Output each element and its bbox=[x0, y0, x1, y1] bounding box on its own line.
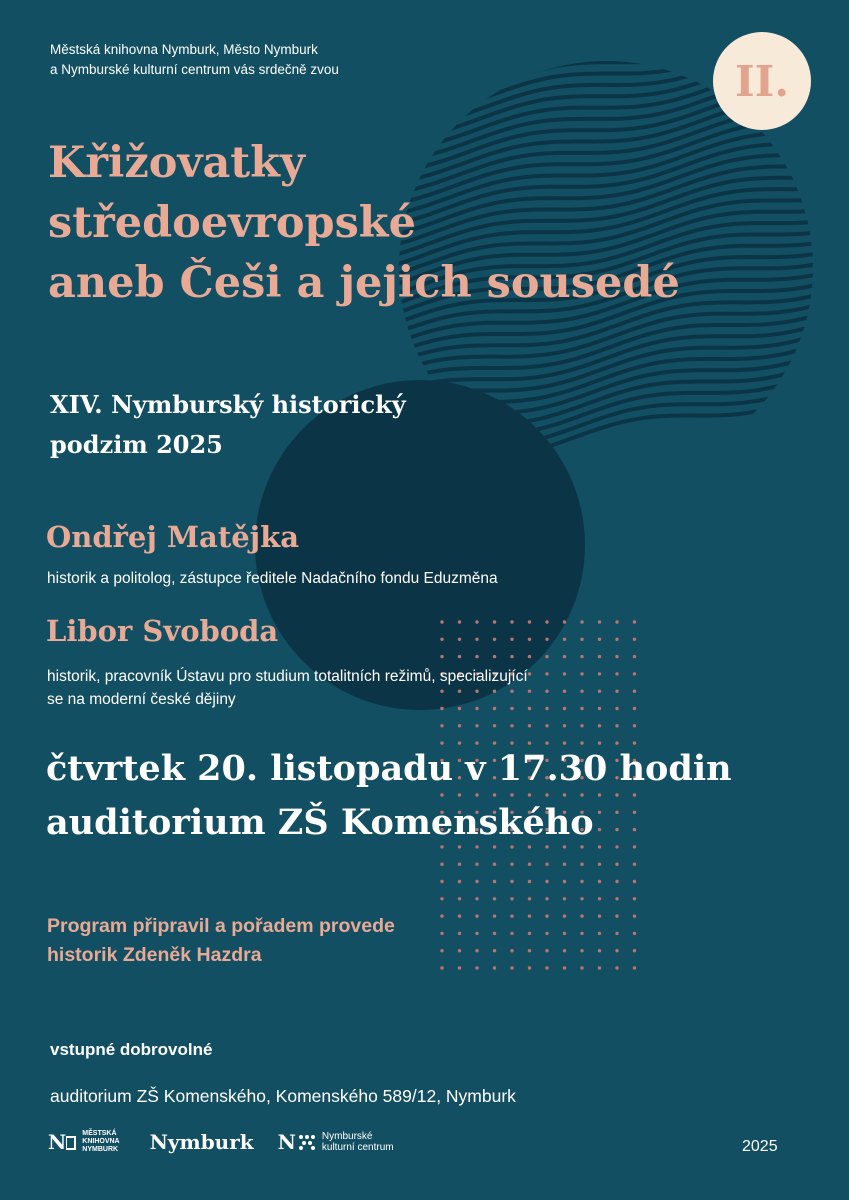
dot bbox=[528, 880, 531, 883]
dot bbox=[580, 914, 583, 917]
dot bbox=[580, 707, 583, 710]
dot bbox=[633, 690, 636, 693]
dot bbox=[580, 655, 583, 658]
speaker-desc-1 bbox=[47, 567, 498, 590]
dot bbox=[458, 880, 461, 883]
dot bbox=[563, 863, 566, 866]
logo-row bbox=[48, 1130, 394, 1154]
dot bbox=[598, 655, 601, 658]
dot bbox=[440, 863, 443, 866]
dot bbox=[563, 655, 566, 658]
dot bbox=[615, 863, 618, 866]
dot bbox=[598, 690, 601, 693]
dot bbox=[545, 897, 548, 900]
dot bbox=[545, 966, 548, 969]
dot bbox=[545, 707, 548, 710]
dot bbox=[633, 880, 636, 883]
dot bbox=[528, 690, 531, 693]
dot bbox=[615, 620, 618, 623]
library-logo-text-1: MĚSTSKÁ bbox=[82, 1130, 117, 1137]
dot bbox=[615, 655, 618, 658]
dot bbox=[475, 966, 478, 969]
speaker-desc-2-line-1: historik, pracovník Ústavu pro studium totalitních režimů, specializující bbox=[47, 668, 528, 685]
dot bbox=[528, 655, 531, 658]
event-venue: auditorium ZŠ Komenského bbox=[46, 802, 594, 843]
dot bbox=[458, 724, 461, 727]
dot bbox=[615, 897, 618, 900]
dots-icon bbox=[298, 1134, 316, 1150]
dot bbox=[510, 863, 513, 866]
dot bbox=[545, 914, 548, 917]
dot bbox=[598, 707, 601, 710]
dot bbox=[528, 707, 531, 710]
dot bbox=[545, 672, 548, 675]
dot bbox=[563, 914, 566, 917]
dot bbox=[633, 620, 636, 623]
cultural-centre-logo-text bbox=[322, 1131, 394, 1153]
dot bbox=[563, 932, 566, 935]
dot bbox=[475, 724, 478, 727]
dot bbox=[598, 932, 601, 935]
library-logo-text-2: KNIHOVNA bbox=[82, 1138, 120, 1145]
dot bbox=[493, 620, 496, 623]
dot bbox=[633, 724, 636, 727]
dot bbox=[633, 655, 636, 658]
dot bbox=[580, 620, 583, 623]
title-line-2: středoevropské bbox=[48, 198, 416, 248]
cultural-centre-text-1: Nymburské bbox=[321, 1131, 373, 1142]
speaker-desc-1-line-1: historik a politolog, zástupce ředitele Nadačního fondu Eduzměna bbox=[47, 570, 498, 587]
dot bbox=[563, 897, 566, 900]
dot bbox=[545, 620, 548, 623]
cultural-centre-logo bbox=[278, 1130, 394, 1154]
event-date-time: čtvrtek 20. listopadu v 17.30 hodin bbox=[46, 748, 732, 789]
venue-address: auditorium ZŠ Komenského, Komenského 589/12, Nymburk bbox=[50, 1086, 516, 1106]
dot bbox=[458, 863, 461, 866]
dot bbox=[528, 897, 531, 900]
dot bbox=[510, 914, 513, 917]
host-line-1: Program připravil a pořadem provede bbox=[47, 915, 395, 937]
dot bbox=[458, 914, 461, 917]
dot bbox=[458, 620, 461, 623]
dot bbox=[615, 932, 618, 935]
dot bbox=[633, 672, 636, 675]
dot bbox=[580, 932, 583, 935]
dot bbox=[493, 914, 496, 917]
dot bbox=[475, 638, 478, 641]
dot bbox=[545, 932, 548, 935]
subtitle-line-1: XIV. Nymburský historický bbox=[50, 390, 406, 419]
dot bbox=[598, 966, 601, 969]
dot bbox=[633, 897, 636, 900]
dot bbox=[510, 655, 513, 658]
dot bbox=[615, 672, 618, 675]
dot bbox=[493, 655, 496, 658]
dot bbox=[598, 880, 601, 883]
dot bbox=[580, 638, 583, 641]
event-when bbox=[46, 742, 732, 850]
dot bbox=[545, 863, 548, 866]
dot bbox=[458, 897, 461, 900]
dot bbox=[475, 949, 478, 952]
dot bbox=[563, 949, 566, 952]
dot bbox=[440, 620, 443, 623]
dot bbox=[563, 707, 566, 710]
dot bbox=[633, 932, 636, 935]
book-icon bbox=[66, 1136, 76, 1150]
dot bbox=[615, 690, 618, 693]
dot bbox=[580, 724, 583, 727]
dot bbox=[563, 724, 566, 727]
dot bbox=[458, 949, 461, 952]
speaker-desc-2 bbox=[47, 665, 528, 711]
dot bbox=[598, 724, 601, 727]
dot bbox=[440, 949, 443, 952]
event-title bbox=[48, 133, 680, 313]
subtitle-line-2: podzim 2025 bbox=[50, 430, 223, 459]
dot bbox=[458, 638, 461, 641]
dot bbox=[563, 620, 566, 623]
dot bbox=[440, 880, 443, 883]
town-logo: Nymburk bbox=[149, 1130, 254, 1154]
library-logo-text bbox=[82, 1130, 119, 1154]
library-logo-text-3: NYMBURK bbox=[82, 1146, 119, 1153]
dot bbox=[510, 638, 513, 641]
footer-year: 2025 bbox=[742, 1138, 778, 1155]
dot bbox=[493, 880, 496, 883]
speaker-name-2: Libor Svoboda bbox=[46, 614, 279, 648]
entry-fee: vstupné dobrovolné bbox=[50, 1040, 213, 1059]
dot bbox=[615, 880, 618, 883]
dot bbox=[475, 620, 478, 623]
dot bbox=[510, 620, 513, 623]
library-logo-letter: N bbox=[48, 1130, 66, 1154]
host-line-2: historik Zdeněk Hazdra bbox=[47, 944, 262, 966]
dot bbox=[528, 620, 531, 623]
dot bbox=[633, 914, 636, 917]
intro-text bbox=[50, 40, 339, 80]
dot bbox=[475, 897, 478, 900]
cultural-centre-logo-letter: N bbox=[277, 1130, 296, 1154]
dot bbox=[458, 932, 461, 935]
dot bbox=[545, 949, 548, 952]
library-logo bbox=[48, 1130, 120, 1154]
dot bbox=[598, 949, 601, 952]
dot bbox=[633, 863, 636, 866]
dot bbox=[545, 880, 548, 883]
dot bbox=[475, 932, 478, 935]
dot bbox=[563, 966, 566, 969]
dot bbox=[633, 949, 636, 952]
dot bbox=[580, 897, 583, 900]
intro-line-2: a Nymburské kulturní centrum vás srdečně zvou bbox=[50, 62, 339, 77]
dot bbox=[545, 724, 548, 727]
dot bbox=[440, 724, 443, 727]
dot bbox=[528, 949, 531, 952]
dot bbox=[510, 932, 513, 935]
dot bbox=[580, 966, 583, 969]
program-host bbox=[47, 912, 395, 970]
dot bbox=[633, 707, 636, 710]
dot bbox=[633, 966, 636, 969]
dot bbox=[493, 966, 496, 969]
dot bbox=[440, 932, 443, 935]
dot bbox=[440, 655, 443, 658]
dot bbox=[598, 897, 601, 900]
event-subtitle bbox=[50, 385, 406, 465]
dot bbox=[615, 724, 618, 727]
dot bbox=[598, 863, 601, 866]
dot bbox=[493, 949, 496, 952]
dot bbox=[580, 672, 583, 675]
dot bbox=[545, 690, 548, 693]
dot bbox=[493, 724, 496, 727]
dot bbox=[580, 880, 583, 883]
dot bbox=[528, 638, 531, 641]
dot bbox=[510, 880, 513, 883]
dot bbox=[528, 672, 531, 675]
dot bbox=[493, 863, 496, 866]
dot bbox=[580, 863, 583, 866]
dot bbox=[510, 949, 513, 952]
dot bbox=[545, 655, 548, 658]
dot bbox=[528, 724, 531, 727]
dot bbox=[440, 897, 443, 900]
title-line-1: Křižovatky bbox=[48, 138, 305, 188]
dot bbox=[440, 966, 443, 969]
dot bbox=[580, 949, 583, 952]
dot bbox=[615, 949, 618, 952]
dot bbox=[615, 707, 618, 710]
title-line-3: aneb Češi a jejich sousedé bbox=[48, 258, 680, 308]
dot bbox=[493, 932, 496, 935]
dot bbox=[598, 672, 601, 675]
dot bbox=[475, 880, 478, 883]
dot bbox=[563, 672, 566, 675]
dot bbox=[528, 932, 531, 935]
dot bbox=[598, 620, 601, 623]
dot bbox=[458, 966, 461, 969]
dot bbox=[440, 638, 443, 641]
dot bbox=[475, 914, 478, 917]
cultural-centre-text-2: kulturní centrum bbox=[321, 1142, 394, 1153]
part-badge bbox=[713, 32, 811, 130]
intro-line-1: Městská knihovna Nymburk, Město Nymburk bbox=[50, 42, 318, 57]
dot bbox=[615, 914, 618, 917]
dot bbox=[528, 863, 531, 866]
speaker-name-1: Ondřej Matějka bbox=[46, 520, 300, 554]
dot bbox=[563, 880, 566, 883]
dot bbox=[475, 863, 478, 866]
dot bbox=[440, 914, 443, 917]
dot bbox=[615, 638, 618, 641]
part-badge-label: II. bbox=[735, 56, 789, 106]
dot bbox=[528, 966, 531, 969]
dot bbox=[598, 914, 601, 917]
dot bbox=[633, 638, 636, 641]
dot bbox=[493, 897, 496, 900]
dot bbox=[510, 897, 513, 900]
dot bbox=[563, 638, 566, 641]
dot bbox=[528, 914, 531, 917]
dot bbox=[458, 655, 461, 658]
dot bbox=[598, 638, 601, 641]
dot bbox=[510, 966, 513, 969]
dot bbox=[493, 638, 496, 641]
dot bbox=[510, 724, 513, 727]
dot bbox=[580, 690, 583, 693]
dot bbox=[545, 638, 548, 641]
speaker-desc-2-line-2: se na moderní české dějiny bbox=[47, 691, 236, 708]
dot bbox=[615, 966, 618, 969]
library-logo-mark bbox=[48, 1130, 76, 1154]
dot bbox=[475, 655, 478, 658]
dot bbox=[563, 690, 566, 693]
